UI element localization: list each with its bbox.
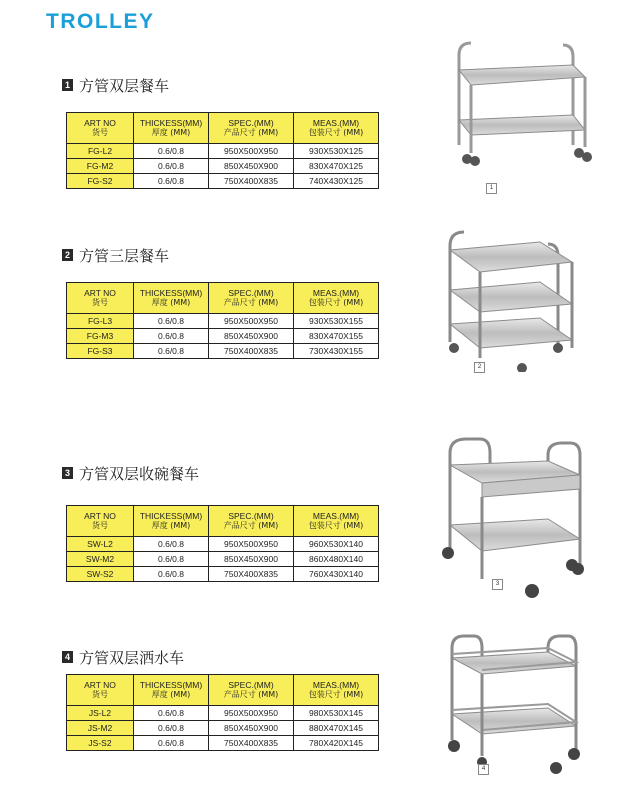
section-heading [62,463,382,483]
brand-title: TROLLEY [46,10,155,33]
photo-caption: 1 [486,183,497,194]
cell-spec: 950X500X950 [209,314,294,329]
section-heading [62,245,382,265]
cell-code: SW-L2 [67,537,134,552]
cell-meas: 960X530X140 [294,537,379,552]
cell-code: FG-M3 [67,329,134,344]
cell-thickness: 0.6/0.8 [134,706,209,721]
section-3 [62,463,382,582]
section-4 [62,647,382,751]
cell-spec: 750X400X835 [209,174,294,189]
table-header-row [67,675,379,706]
header-art-no: ART NO 货号 [67,283,134,314]
table-row [67,144,379,159]
cell-spec: 850X450X900 [209,552,294,567]
trolley-photo-3 [438,435,588,605]
cell-code: SW-S2 [67,567,134,582]
section-number: 4 [62,651,73,663]
header-art-no: ART NO 货号 [67,506,134,537]
cell-meas: 780X420X145 [294,736,379,751]
cell-thickness: 0.6/0.8 [134,344,209,359]
table-row [67,537,379,552]
cell-meas: 740X430X125 [294,174,379,189]
cell-spec: 850X450X900 [209,329,294,344]
header-thickness: THICKESS(MM) 厚度 (MM) [134,675,209,706]
header-spec: SPEC.(MM) 产品尺寸 (MM) [209,675,294,706]
trolley-photo-4 [438,630,588,780]
spec-table [66,505,379,582]
section-title: 方管三层餐车 [79,246,170,265]
section-number: 2 [62,249,73,261]
spec-table [66,282,379,359]
table-row [67,736,379,751]
cell-code: SW-M2 [67,552,134,567]
cell-thickness: 0.6/0.8 [134,329,209,344]
cell-meas: 930X530X125 [294,144,379,159]
header-meas: MEAS.(MM) 包装尺寸 (MM) [294,283,379,314]
cell-thickness: 0.6/0.8 [134,552,209,567]
cell-meas: 760X430X140 [294,567,379,582]
cell-thickness: 0.6/0.8 [134,537,209,552]
header-art-no: ART NO 货号 [67,675,134,706]
header-thickness: THICKESS(MM) 厚度 (MM) [134,506,209,537]
section-number: 1 [62,79,73,91]
cell-thickness: 0.6/0.8 [134,567,209,582]
header-thickness: THICKESS(MM) 厚度 (MM) [134,283,209,314]
table-row [67,314,379,329]
section-heading [62,647,382,667]
cell-spec: 750X400X835 [209,567,294,582]
cell-thickness: 0.6/0.8 [134,159,209,174]
cell-spec: 750X400X835 [209,344,294,359]
table-row [67,329,379,344]
cell-thickness: 0.6/0.8 [134,721,209,736]
cell-code: JS-M2 [67,721,134,736]
header-art-no: ART NO 货号 [67,113,134,144]
photo-caption: 2 [474,362,485,373]
cell-meas: 730X430X155 [294,344,379,359]
section-1 [62,75,382,189]
header-meas: MEAS.(MM) 包装尺寸 (MM) [294,675,379,706]
table-header-row [67,506,379,537]
section-title: 方管双层餐车 [79,76,170,95]
header-thickness: THICKESS(MM) 厚度 (MM) [134,113,209,144]
cell-spec: 750X400X835 [209,736,294,751]
table-row [67,567,379,582]
table-header-row [67,283,379,314]
section-2 [62,245,382,359]
cell-meas: 860X480X140 [294,552,379,567]
header-meas: MEAS.(MM) 包装尺寸 (MM) [294,113,379,144]
photo-caption: 4 [478,764,489,775]
section-title: 方管双层收碗餐车 [79,464,200,483]
cell-meas: 830X470X155 [294,329,379,344]
section-heading [62,75,382,95]
section-title: 方管双层洒水车 [79,648,185,667]
cell-thickness: 0.6/0.8 [134,174,209,189]
cell-code: JS-S2 [67,736,134,751]
header-spec: SPEC.(MM) 产品尺寸 (MM) [209,283,294,314]
cell-meas: 880X470X145 [294,721,379,736]
cell-spec: 950X500X950 [209,537,294,552]
cell-spec: 850X450X900 [209,721,294,736]
header-spec: SPEC.(MM) 产品尺寸 (MM) [209,113,294,144]
table-row [67,344,379,359]
spec-table [66,112,379,189]
cell-thickness: 0.6/0.8 [134,736,209,751]
header-meas: MEAS.(MM) 包装尺寸 (MM) [294,506,379,537]
cell-thickness: 0.6/0.8 [134,314,209,329]
table-row [67,721,379,736]
cell-code: JS-L2 [67,706,134,721]
cell-code: FG-M2 [67,159,134,174]
cell-code: FG-L2 [67,144,134,159]
section-number: 3 [62,467,73,479]
cell-code: FG-S3 [67,344,134,359]
spec-table [66,674,379,751]
photo-caption: 3 [492,579,503,590]
table-row [67,706,379,721]
table-header-row [67,113,379,144]
cell-spec: 950X500X950 [209,144,294,159]
table-row [67,159,379,174]
cell-code: FG-L3 [67,314,134,329]
cell-thickness: 0.6/0.8 [134,144,209,159]
trolley-photo-1 [445,35,595,175]
cell-spec: 850X450X900 [209,159,294,174]
header-spec: SPEC.(MM) 产品尺寸 (MM) [209,506,294,537]
cell-meas: 830X470X125 [294,159,379,174]
cell-meas: 930X530X155 [294,314,379,329]
cell-code: FG-S2 [67,174,134,189]
table-row [67,174,379,189]
trolley-photo-2 [440,222,580,372]
table-row [67,552,379,567]
cell-spec: 950X500X950 [209,706,294,721]
cell-meas: 980X530X145 [294,706,379,721]
